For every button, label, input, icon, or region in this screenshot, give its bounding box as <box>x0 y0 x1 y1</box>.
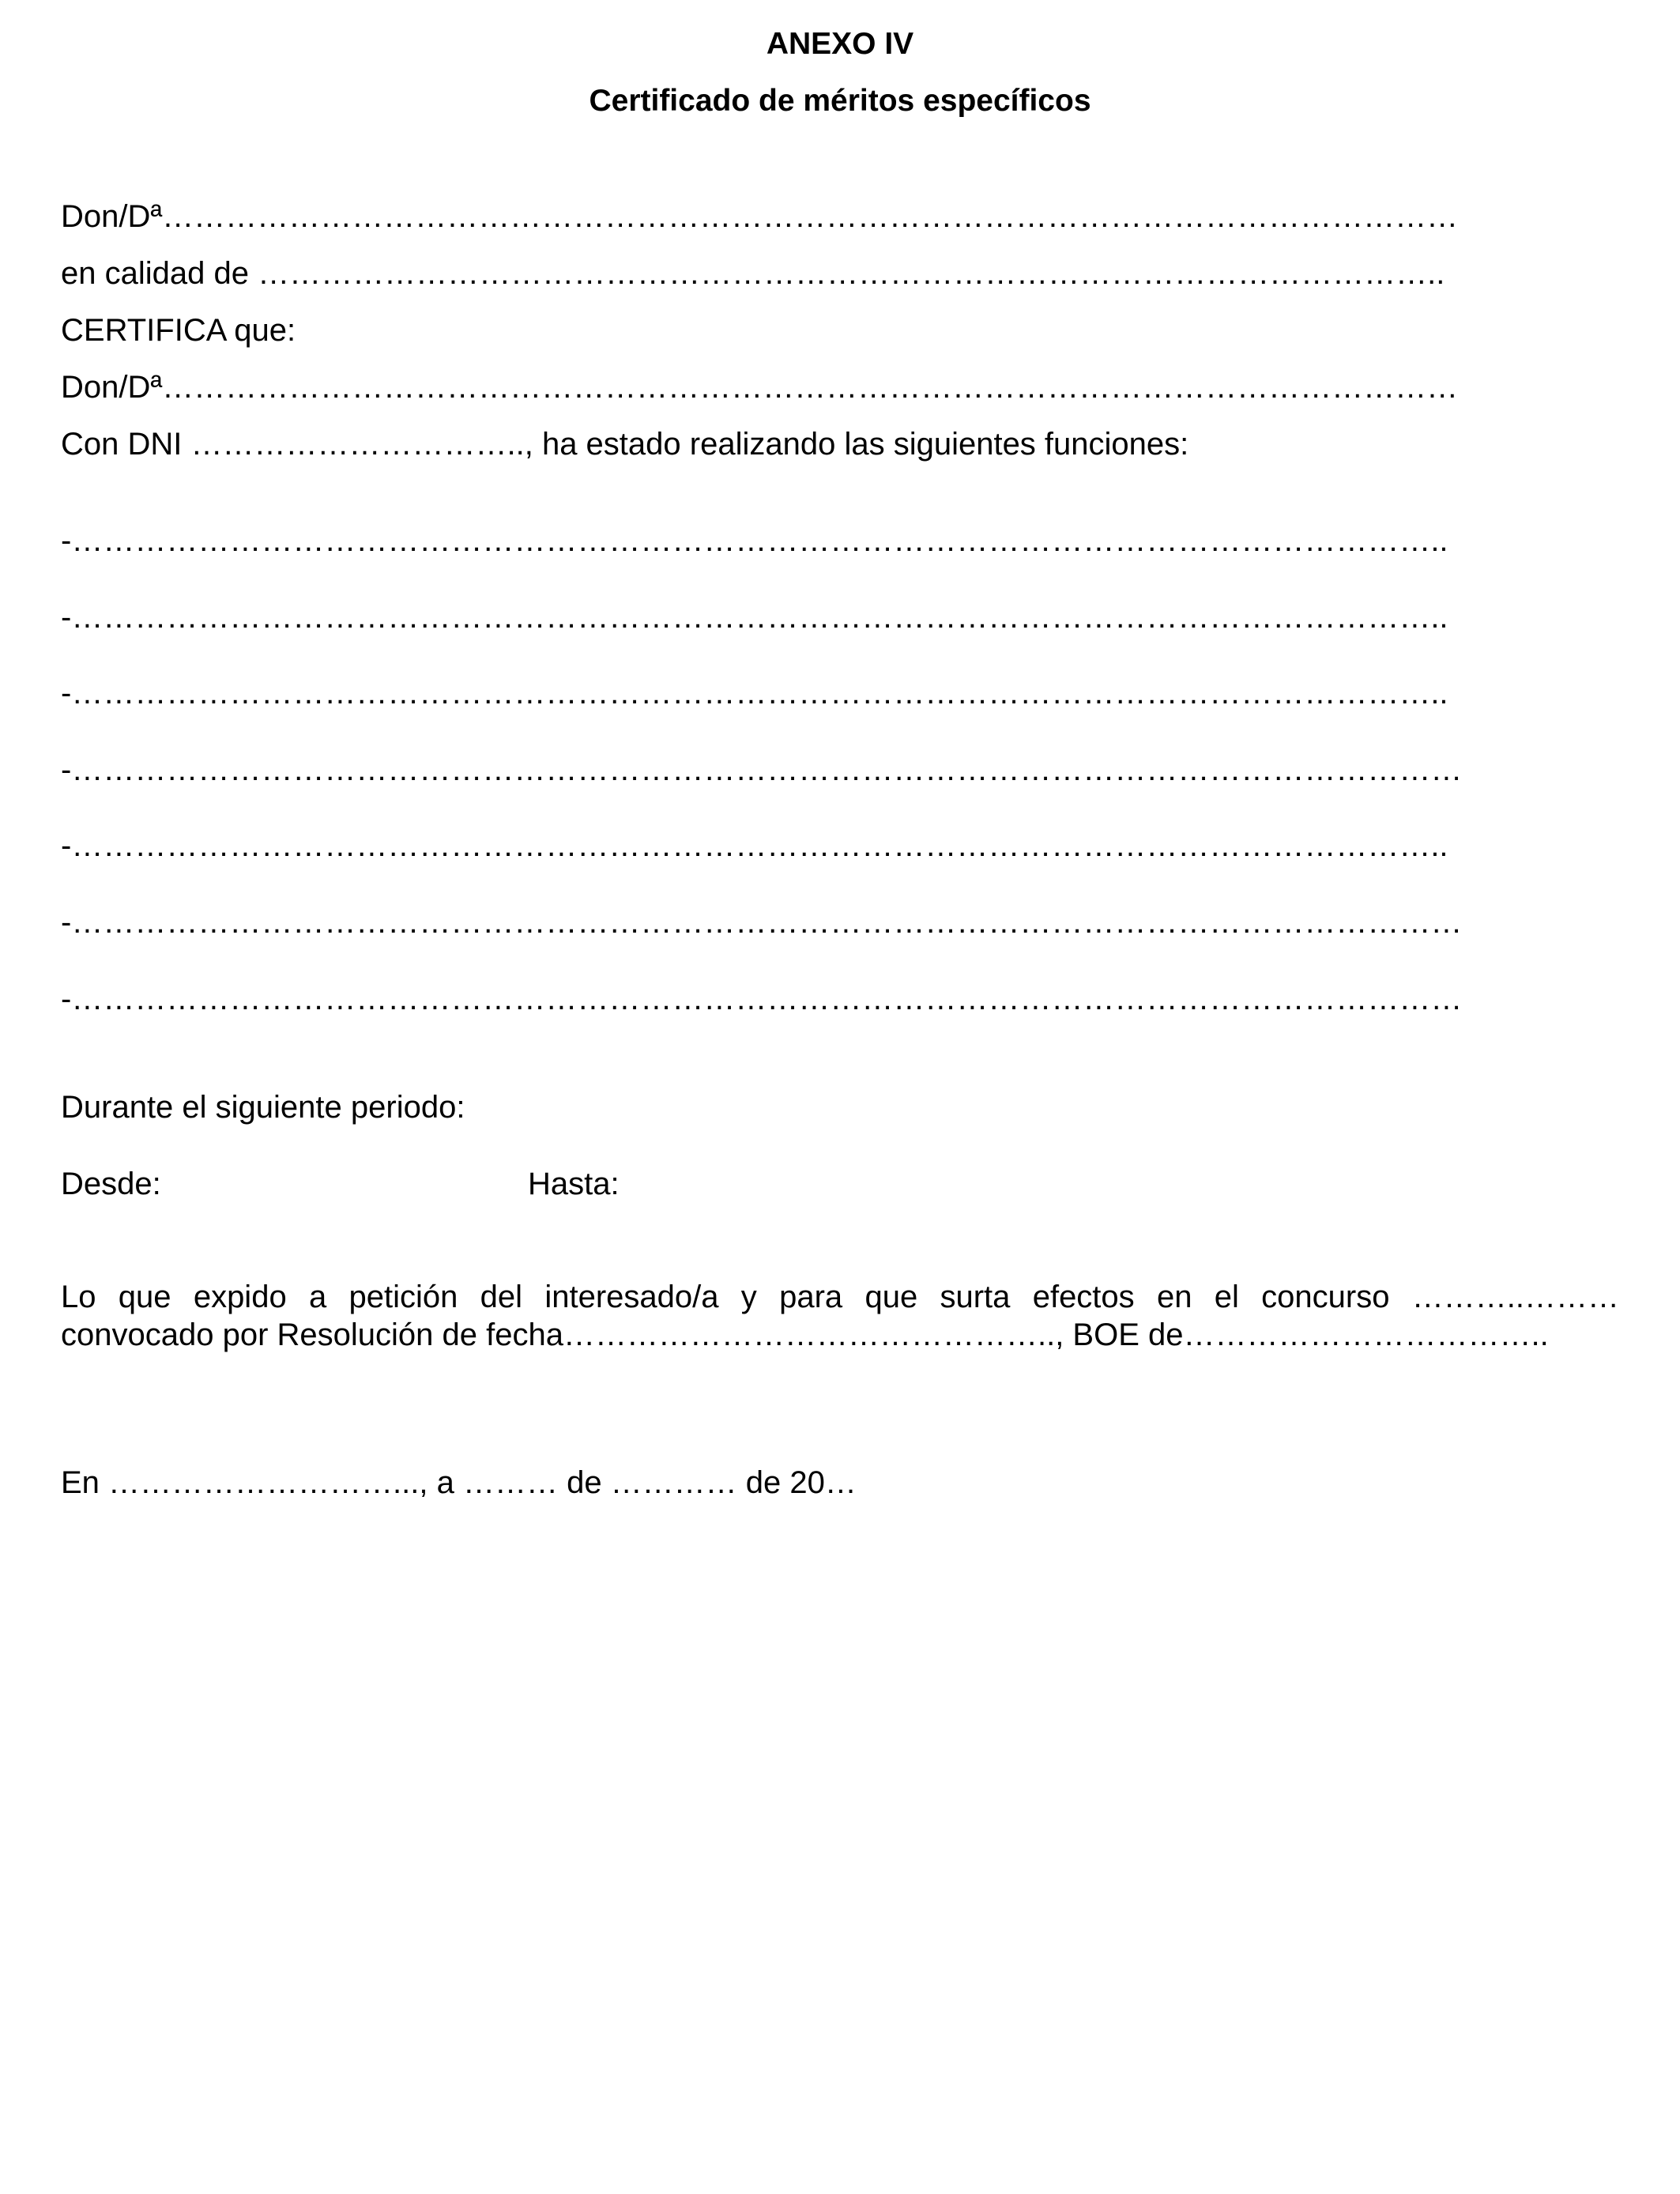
function-line: -…………………………………………………………………………………………………………………… <box>61 905 1463 940</box>
don-line-1: Don/Dª…………………………………………………………………………………………………………… <box>61 199 1459 234</box>
dni-line: Con DNI ………………………….., ha estado realizando las siguientes funciones: <box>61 427 1189 462</box>
function-line: -………………………………………………………………………………………………………………….. <box>61 600 1448 635</box>
closing-line-2: convocado por Resolución de fecha……………………………………….., BOE de…………………………….. <box>61 1318 1549 1352</box>
function-line: -………………………………………………………………………………………………………………….. <box>61 676 1448 711</box>
function-line: -………………………………………………………………………………………………………………….. <box>61 828 1448 863</box>
desde-label: Desde: <box>61 1167 161 1201</box>
function-line: -…………………………………………………………………………………………………………………… <box>61 982 1463 1016</box>
closing-line-1: Lo que expido a petición del interesado/a y para que surta efectos en el concurso ………..……… <box>61 1280 1619 1314</box>
function-line: -………………………………………………………………………………………………………………….. <box>61 523 1448 558</box>
annex-heading: ANEXO IV <box>766 27 914 61</box>
function-line: -…………………………………………………………………………………………………………………… <box>61 752 1463 787</box>
hasta-label: Hasta: <box>528 1167 620 1201</box>
place-date-line: En ………………………..., a ……… de ………… de 20… <box>61 1465 857 1500</box>
don-line-2: Don/Dª…………………………………………………………………………………………………………… <box>61 370 1459 405</box>
calidad-line: en calidad de ………………………………………………………………………………………………….. <box>61 256 1445 291</box>
period-label: Durante el siguiente periodo: <box>61 1090 465 1125</box>
certifica-line: CERTIFICA que: <box>61 313 296 348</box>
document-title: Certificado de méritos específicos <box>589 84 1091 118</box>
